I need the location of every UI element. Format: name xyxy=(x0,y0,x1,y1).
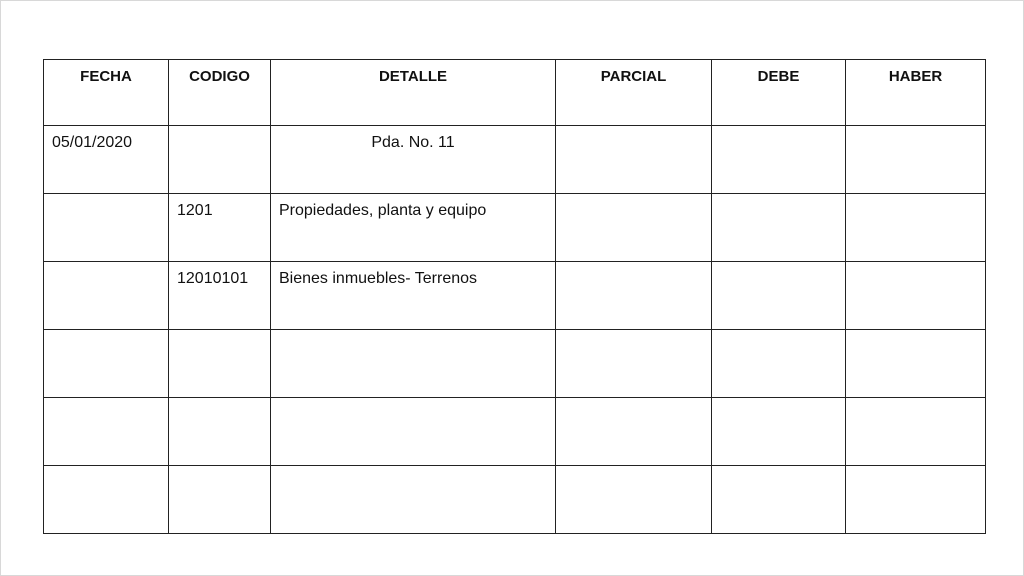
journal-entry-table xyxy=(43,59,986,534)
cell-haber xyxy=(846,398,986,466)
cell-detalle xyxy=(271,398,556,466)
cell-parcial xyxy=(556,466,712,534)
cell-haber xyxy=(846,262,986,330)
cell-debe xyxy=(712,330,846,398)
cell-detalle: Propiedades, planta y equipo xyxy=(271,194,556,262)
cell-codigo: 1201 xyxy=(169,194,271,262)
cell-debe xyxy=(712,194,846,262)
cell-debe xyxy=(712,262,846,330)
cell-parcial xyxy=(556,126,712,194)
cell-debe xyxy=(712,398,846,466)
cell-parcial xyxy=(556,330,712,398)
table-row xyxy=(44,330,986,398)
cell-codigo xyxy=(169,398,271,466)
cell-codigo: 12010101 xyxy=(169,262,271,330)
cell-haber xyxy=(846,194,986,262)
header-detalle: DETALLE xyxy=(271,60,556,126)
cell-codigo xyxy=(169,466,271,534)
cell-parcial xyxy=(556,262,712,330)
cell-detalle xyxy=(271,466,556,534)
table-row xyxy=(44,126,986,194)
cell-fecha xyxy=(44,466,169,534)
cell-parcial xyxy=(556,398,712,466)
header-haber: HABER xyxy=(846,60,986,126)
cell-debe xyxy=(712,466,846,534)
cell-fecha: 05/01/2020 xyxy=(44,126,169,194)
cell-debe xyxy=(712,126,846,194)
cell-parcial xyxy=(556,194,712,262)
cell-fecha xyxy=(44,330,169,398)
cell-fecha xyxy=(44,398,169,466)
cell-detalle: Bienes inmuebles- Terrenos xyxy=(271,262,556,330)
table-row xyxy=(44,194,986,262)
cell-fecha xyxy=(44,262,169,330)
table-row xyxy=(44,262,986,330)
table-header-row xyxy=(44,60,986,126)
table-row xyxy=(44,398,986,466)
cell-codigo xyxy=(169,330,271,398)
header-debe: DEBE xyxy=(712,60,846,126)
cell-haber xyxy=(846,330,986,398)
cell-fecha xyxy=(44,194,169,262)
table-row xyxy=(44,466,986,534)
header-codigo: CODIGO xyxy=(169,60,271,126)
cell-haber xyxy=(846,126,986,194)
cell-haber xyxy=(846,466,986,534)
cell-codigo xyxy=(169,126,271,194)
cell-detalle xyxy=(271,330,556,398)
header-parcial: PARCIAL xyxy=(556,60,712,126)
cell-detalle: Pda. No. 11 xyxy=(271,126,556,194)
header-fecha: FECHA xyxy=(44,60,169,126)
